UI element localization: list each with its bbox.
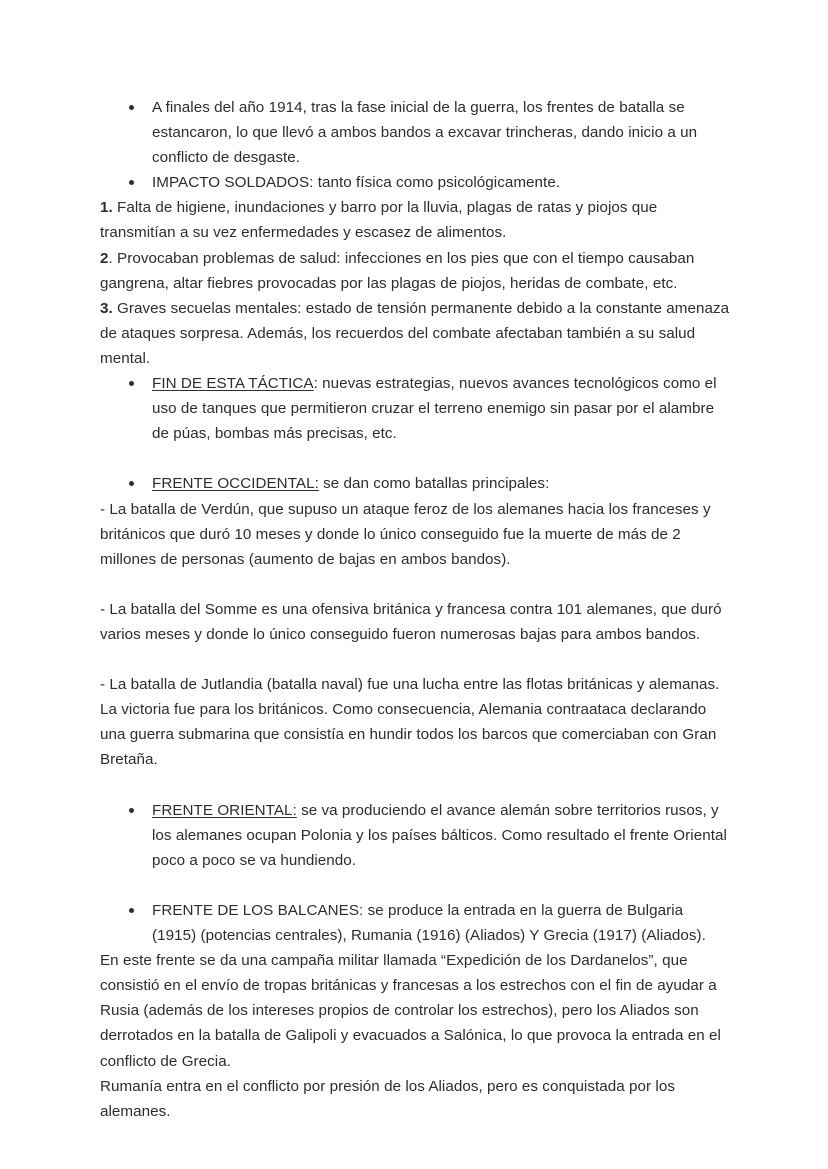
list-item-body: se va produciendo el avance alemán sobre territorios rusos, y los alemanes ocupan Polonia y los países bálticos. Como resultado el frente Oriental poco a poco se va hundiendo. [152,801,727,869]
paragraph-spacer [100,873,730,898]
bullet-disc-icon [129,180,134,185]
numbered-item-text: . Provocaban problemas de salud: infecciones en los pies que con el tiempo causaban gangrena, altar fiebres provocadas por las plagas de piojos, heridas de combate, etc. [100,249,695,292]
numbered-item-marker: 2 [100,249,109,267]
list-item-text: IMPACTO SOLDADOS: tanto física como psicológicamente. [152,174,561,192]
list-item-text [152,471,730,496]
list-item-text: FRENTE DE LOS BALCANES: se produce la entrada en la guerra de Bulgaria (1915) (potencias centrales), Rumania (1916) (Aliados) Y Grecia (1917) (Aliados). [152,902,706,945]
bullet-disc-icon [129,908,134,913]
list-item [100,95,730,170]
numbered-item-marker: 3. [100,299,113,317]
list-item [100,798,730,873]
paragraph-spacer [100,446,730,471]
list-item-text: A finales del año 1914, tras la fase inicial de la guerra, los frentes de batalla se estancaron, lo que llevó a ambos bandos a excavar trincheras, dando inicio a un conflicto de desgaste. [152,99,698,167]
dash-item: - La batalla de Jutlandia (batalla naval) fue una lucha entre las flotas británicas y alemanas. La victoria fue para los británicos. Como consecuencia, Alemania contraataca declarando una guerra submarina que consistía en hundir todos los barcos que comerciaban con Gran Bretaña. [100,676,720,769]
list-item [100,371,730,446]
paragraph-spacer [100,773,730,798]
list-item-lead: FIN DE ESTA TÁCTICA [152,375,314,393]
document-body [100,95,730,1124]
paragraph-spacer [100,647,730,672]
list-item-lead: FRENTE OCCIDENTAL: [152,475,319,493]
bullet-disc-icon [129,808,134,813]
bullet-disc-icon [129,105,134,110]
list-item-lead: FRENTE ORIENTAL: [152,801,297,819]
bullet-disc-icon [129,381,134,386]
numbered-item-text: Falta de higiene, inundaciones y barro por la lluvia, plagas de ratas y piojos que transmitían a su vez enfermedades y escasez de alimentos. [100,199,658,242]
paragraph: Rumanía entra en el conflicto por presión de los Aliados, pero es conquistada por los alemanes. [100,1077,675,1120]
list-item-body: : nuevas estrategias, nuevos avances tecnológicos como el uso de tanques que permitieron cruzar el terreno enemigo sin pasar por el alambre de púas, bombas más precisas, etc. [152,375,717,443]
numbered-item [100,195,730,245]
numbered-item [100,246,730,296]
paragraph: En este frente se da una campaña militar llamada “Expedición de los Dardanelos”, que consistió en el envío de tropas británicas y francesas a los estrechos con el fin de ayudar a Rusia (además de los intereses propios de controlar los estrechos), pero los Aliados son derrotados en la batalla de Galipoli y evacuados a Salónica, lo que provoca la entrada en el conflicto de Grecia. [100,952,721,1070]
numbered-item-text: Graves secuelas mentales: estado de tensión permanente debido a la constante amenaza de ataques sorpresa. Además, los recuerdos del combate afectaban también a su salud mental. [100,299,730,367]
paragraph-spacer [100,572,730,597]
list-item [100,898,730,948]
numbered-item [100,296,730,371]
list-item [100,471,730,496]
list-item-body: se dan como batallas principales: [318,475,550,493]
dash-item: - La batalla de Verdún, que supuso un ataque feroz de los alemanes hacia los franceses y británicos que duró 10 meses y donde lo único conseguido fue la muerte de más de 2 millones de personas (aumento de bajas en ambos bandos). [100,500,711,568]
numbered-item-marker: 1. [100,199,113,217]
bullet-disc-icon [129,481,134,486]
list-item [100,170,730,195]
dash-item: - La batalla del Somme es una ofensiva británica y francesa contra 101 alemanes, que duró varios meses y donde lo único conseguido fueron numerosas bajas para ambos bandos. [100,600,722,643]
list-item-text [152,371,730,446]
list-item-text [152,798,730,873]
